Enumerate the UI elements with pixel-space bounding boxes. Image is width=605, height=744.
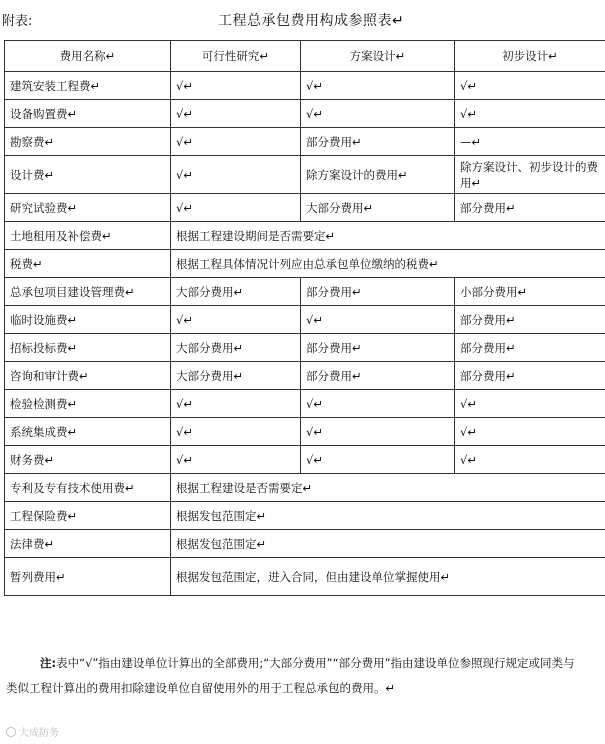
table-cell: 大部分费用↵ bbox=[171, 362, 301, 390]
table-title: 工程总承包费用构成参照表↵ bbox=[218, 13, 405, 29]
fee-name-cell: 土地租用及补偿费↵ bbox=[5, 222, 171, 250]
fee-name-cell: 临时设施费↵ bbox=[5, 306, 171, 334]
table-cell: √↵ bbox=[171, 306, 301, 334]
footnote-text: 表中“√”指由建设单位计算出的全部费用;“大部分费用”“部分费用”指由建设单位参照现行规定或同类与类似工程计算出的费用扣除建设单位自留使用外的用于工程总承包的费用。↵ bbox=[6, 656, 575, 695]
table-cell: √↵ bbox=[301, 390, 455, 418]
table-cell: √↵ bbox=[301, 418, 455, 446]
appendix-label: 附表: bbox=[2, 14, 33, 29]
table-cell: √↵ bbox=[301, 100, 455, 128]
table-cell: 部分费用↵ bbox=[455, 334, 605, 362]
watermark bbox=[6, 724, 59, 739]
table-cell: √↵ bbox=[171, 72, 301, 100]
merged-table-cell: 根据工程建设是否需要定↵ bbox=[171, 474, 605, 502]
table-cell: 部分费用↵ bbox=[301, 334, 455, 362]
table-row bbox=[5, 194, 605, 222]
table-cell: √↵ bbox=[171, 100, 301, 128]
table-row bbox=[5, 530, 605, 558]
watermark-text: 大成防务 bbox=[19, 728, 59, 739]
table-cell: √↵ bbox=[171, 418, 301, 446]
column-header-fee-name: 费用名称↵ bbox=[5, 41, 171, 72]
page-header bbox=[0, 10, 605, 34]
table-cell: —↵ bbox=[455, 128, 605, 156]
table-cell: 部分费用↵ bbox=[301, 128, 455, 156]
table-cell: √↵ bbox=[455, 418, 605, 446]
table-header-row bbox=[5, 41, 605, 72]
fee-name-cell: 法律费↵ bbox=[5, 530, 171, 558]
table-cell: √↵ bbox=[301, 446, 455, 474]
merged-table-cell: 根据工程建设期间是否需要定↵ bbox=[171, 222, 605, 250]
fee-name-cell: 专利及专有技术使用费↵ bbox=[5, 474, 171, 502]
table-row bbox=[5, 222, 605, 250]
fee-name-cell: 咨询和审计费↵ bbox=[5, 362, 171, 390]
table-cell: √↵ bbox=[301, 72, 455, 100]
watermark-logo-icon bbox=[6, 727, 16, 737]
fee-name-cell: 招标投标费↵ bbox=[5, 334, 171, 362]
table-cell: √↵ bbox=[455, 72, 605, 100]
table-row bbox=[5, 362, 605, 390]
fee-name-cell: 设备购置费↵ bbox=[5, 100, 171, 128]
fee-name-cell: 工程保险费↵ bbox=[5, 502, 171, 530]
fee-name-cell: 系统集成费↵ bbox=[5, 418, 171, 446]
merged-table-cell: 根据工程具体情况计列应由总承包单位缴纳的税费↵ bbox=[171, 250, 605, 278]
column-header-feasibility-study: 可行性研究↵ bbox=[171, 41, 301, 72]
fee-name-cell: 税费↵ bbox=[5, 250, 171, 278]
column-header-scheme-design: 方案设计↵ bbox=[301, 41, 455, 72]
fee-name-cell: 总承包项目建设管理费↵ bbox=[5, 278, 171, 306]
table-row bbox=[5, 558, 605, 596]
table-cell: √↵ bbox=[455, 390, 605, 418]
fee-name-cell: 设计费↵ bbox=[5, 156, 171, 194]
table-cell: 大部分费用↵ bbox=[171, 334, 301, 362]
table-row bbox=[5, 250, 605, 278]
fee-composition-table bbox=[4, 40, 605, 596]
table-row bbox=[5, 334, 605, 362]
table-cell: √↵ bbox=[171, 390, 301, 418]
table-cell: 除方案设计的费用↵ bbox=[301, 156, 455, 194]
merged-table-cell: 根据发包范围定↵ bbox=[171, 530, 605, 558]
table-cell: 部分费用↵ bbox=[455, 194, 605, 222]
table-row bbox=[5, 100, 605, 128]
table-cell: 小部分费用↵ bbox=[455, 278, 605, 306]
footnote-label: 注: bbox=[40, 656, 57, 670]
table-cell: √↵ bbox=[171, 156, 301, 194]
fee-name-cell: 勘察费↵ bbox=[5, 128, 171, 156]
fee-name-cell: 检验检测费↵ bbox=[5, 390, 171, 418]
table-footnote bbox=[6, 651, 580, 701]
column-header-preliminary-design: 初步设计↵ bbox=[455, 41, 605, 72]
table-cell: 部分费用↵ bbox=[301, 362, 455, 390]
table-cell: √↵ bbox=[171, 128, 301, 156]
table-cell: √↵ bbox=[171, 446, 301, 474]
table-row bbox=[5, 446, 605, 474]
table-row bbox=[5, 474, 605, 502]
table-row bbox=[5, 128, 605, 156]
merged-table-cell: 根据发包范围定，进入合同，但由建设单位掌握使用↵ bbox=[171, 558, 605, 596]
table-row bbox=[5, 306, 605, 334]
table-cell: √↵ bbox=[455, 100, 605, 128]
fee-name-cell: 建筑安装工程费↵ bbox=[5, 72, 171, 100]
table-cell: 部分费用↵ bbox=[455, 362, 605, 390]
table-row bbox=[5, 390, 605, 418]
table-row bbox=[5, 156, 605, 194]
fee-name-cell: 暂列费用↵ bbox=[5, 558, 171, 596]
fee-name-cell: 财务费↵ bbox=[5, 446, 171, 474]
table-cell: √↵ bbox=[171, 194, 301, 222]
table-row bbox=[5, 72, 605, 100]
table-cell: 大部分费用↵ bbox=[301, 194, 455, 222]
table-cell: 除方案设计、初步设计的费用↵ bbox=[455, 156, 605, 194]
table-row bbox=[5, 502, 605, 530]
fee-name-cell: 研究试验费↵ bbox=[5, 194, 171, 222]
table-row bbox=[5, 278, 605, 306]
table-row bbox=[5, 418, 605, 446]
table-cell: 部分费用↵ bbox=[455, 306, 605, 334]
table-cell: √↵ bbox=[301, 306, 455, 334]
table-cell: √↵ bbox=[455, 446, 605, 474]
table-cell: 大部分费用↵ bbox=[171, 278, 301, 306]
table-cell: 部分费用↵ bbox=[301, 278, 455, 306]
merged-table-cell: 根据发包范围定↵ bbox=[171, 502, 605, 530]
